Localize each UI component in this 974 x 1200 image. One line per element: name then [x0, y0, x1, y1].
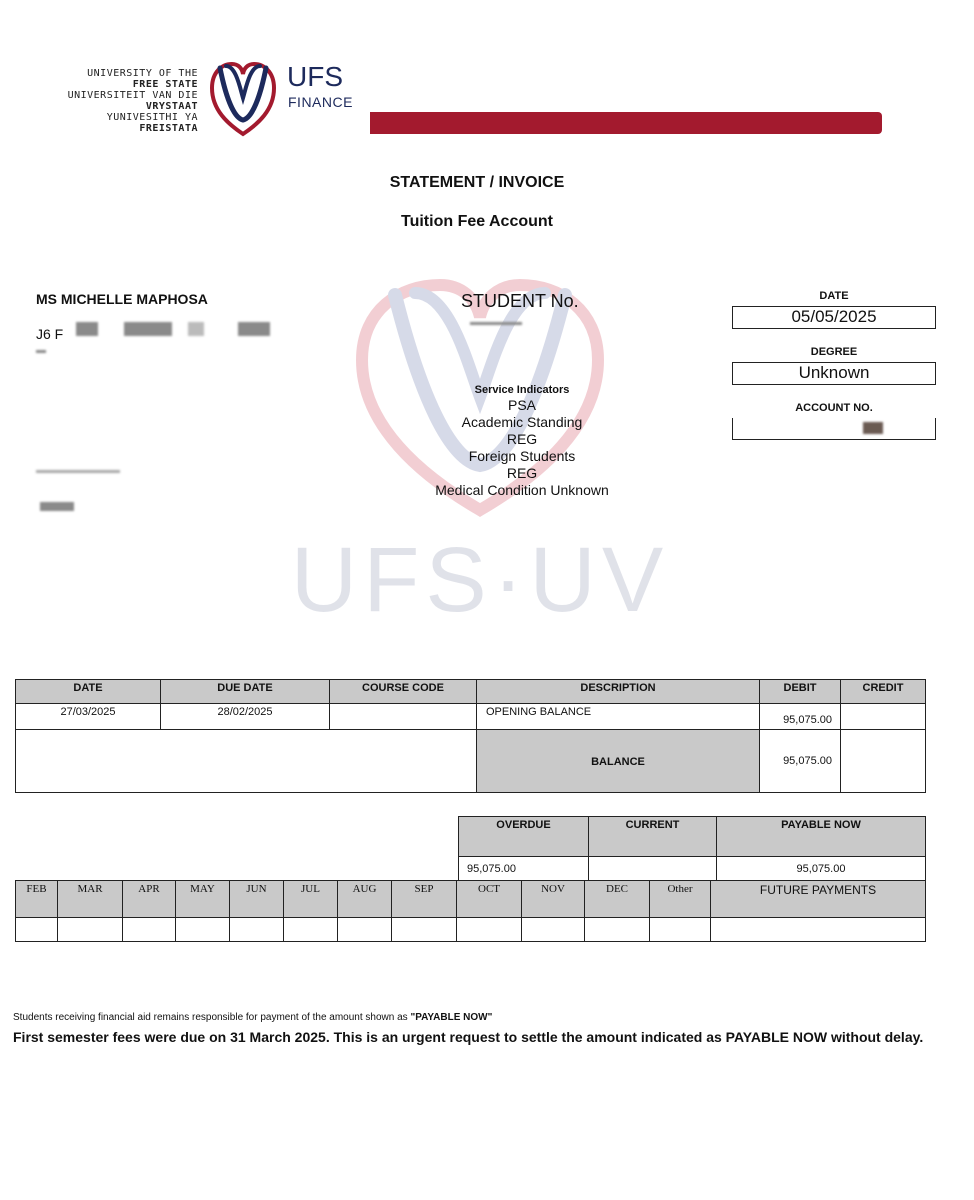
col-date: DATE	[16, 680, 161, 704]
payable-now-label: PAYABLE NOW	[717, 817, 926, 857]
header-accent-bar	[370, 112, 882, 134]
month-jul: JUL	[284, 881, 338, 918]
institution-line: FREISTATA	[139, 123, 198, 134]
summary-table	[458, 816, 926, 881]
row-date: 27/03/2025	[16, 704, 161, 730]
brand-ufs: UFS	[287, 61, 343, 92]
student-name: MS MICHELLE MAPHOSA	[36, 291, 208, 307]
month-dec: DEC	[585, 881, 650, 918]
month-other: Other	[650, 881, 711, 918]
urgent-payment-note: First semester fees were due on 31 March 2025. This is an urgent request to settle the amount indicated as PAYABLE NOW without delay.	[13, 1029, 924, 1045]
redacted-address	[36, 470, 120, 473]
service-indicator-line: Academic Standing	[461, 414, 583, 430]
service-indicator-line: Foreign Students	[468, 448, 576, 464]
balance-debit: 95,075.00	[760, 730, 841, 793]
balance-spacer	[16, 730, 477, 793]
watermark-text: UFS·UV	[290, 529, 670, 631]
col-course-code: COURSE CODE	[330, 680, 477, 704]
redacted-address	[36, 350, 46, 353]
row-course-code	[330, 704, 477, 730]
col-credit: CREDIT	[841, 680, 926, 704]
month-aug: AUG	[338, 881, 392, 918]
redacted-address	[188, 322, 204, 336]
future-payments-table	[15, 880, 926, 942]
service-indicators-title: Service Indicators	[474, 384, 570, 396]
col-due-date: DUE DATE	[161, 680, 330, 704]
document-subtitle: Tuition Fee Account	[401, 213, 553, 230]
month-jun: JUN	[230, 881, 284, 918]
month-feb: FEB	[16, 881, 58, 918]
month-nov: NOV	[522, 881, 585, 918]
institution-line: YUNIVESITHI YA	[106, 112, 198, 123]
institution-line: VRYSTAAT	[145, 101, 198, 112]
ufs-heart-logo-icon	[206, 58, 280, 138]
degree-value: Unknown	[732, 362, 936, 385]
institution-line: FREE STATE	[132, 79, 198, 90]
redacted-address	[40, 502, 74, 511]
row-credit	[841, 704, 926, 730]
student-number-label: STUDENT No.	[461, 291, 579, 311]
institution-line: UNIVERSITEIT VAN DIE	[67, 90, 198, 101]
financial-aid-note	[13, 1012, 913, 1023]
current-value	[589, 857, 717, 881]
service-indicator-line: REG	[506, 431, 538, 447]
overdue-label: OVERDUE	[459, 817, 589, 857]
institution-name	[40, 68, 198, 134]
month-sep: SEP	[392, 881, 457, 918]
account-number-box	[732, 418, 936, 440]
transactions-table	[15, 679, 926, 793]
date-value: 05/05/2025	[732, 306, 936, 329]
financial-aid-note-text: Students receiving financial aid remains responsible for payment of the amount shown as	[13, 1012, 411, 1023]
month-oct: OCT	[457, 881, 522, 918]
month-mar: MAR	[58, 881, 123, 918]
account-number-label: ACCOUNT NO.	[795, 402, 873, 414]
month-may: MAY	[176, 881, 230, 918]
table-row	[16, 918, 926, 942]
redacted-account-number	[863, 422, 883, 434]
col-debit: DEBIT	[760, 680, 841, 704]
degree-label: DEGREE	[810, 346, 858, 358]
current-label: CURRENT	[589, 817, 717, 857]
redacted-student-number	[470, 322, 522, 325]
redacted-address	[238, 322, 270, 336]
payable-now-value: 95,075.00	[717, 857, 926, 881]
overdue-value: 95,075.00	[459, 857, 589, 881]
date-label: DATE	[819, 290, 849, 302]
table-row	[16, 704, 926, 730]
service-indicator-line: Medical Condition Unknown	[435, 482, 609, 498]
redacted-address	[124, 322, 172, 336]
row-due-date: 28/02/2025	[161, 704, 330, 730]
balance-credit	[841, 730, 926, 793]
service-indicator-line: REG	[506, 465, 538, 481]
brand-finance: FINANCE	[288, 94, 353, 110]
balance-label: BALANCE	[477, 730, 760, 793]
service-indicator-line: PSA	[507, 397, 536, 413]
document-title: STATEMENT / INVOICE	[389, 174, 565, 191]
redacted-address	[76, 322, 98, 336]
row-debit: 95,075.00	[760, 704, 841, 730]
row-description: OPENING BALANCE	[477, 704, 760, 730]
institution-line: UNIVERSITY OF THE	[87, 68, 198, 79]
address-line-1: J6 F	[36, 326, 64, 342]
service-indicators	[400, 383, 644, 499]
col-description: DESCRIPTION	[477, 680, 760, 704]
financial-aid-note-emphasis: "PAYABLE NOW"	[410, 1012, 493, 1023]
future-payments-label: FUTURE PAYMENTS	[711, 881, 926, 918]
month-apr: APR	[123, 881, 176, 918]
